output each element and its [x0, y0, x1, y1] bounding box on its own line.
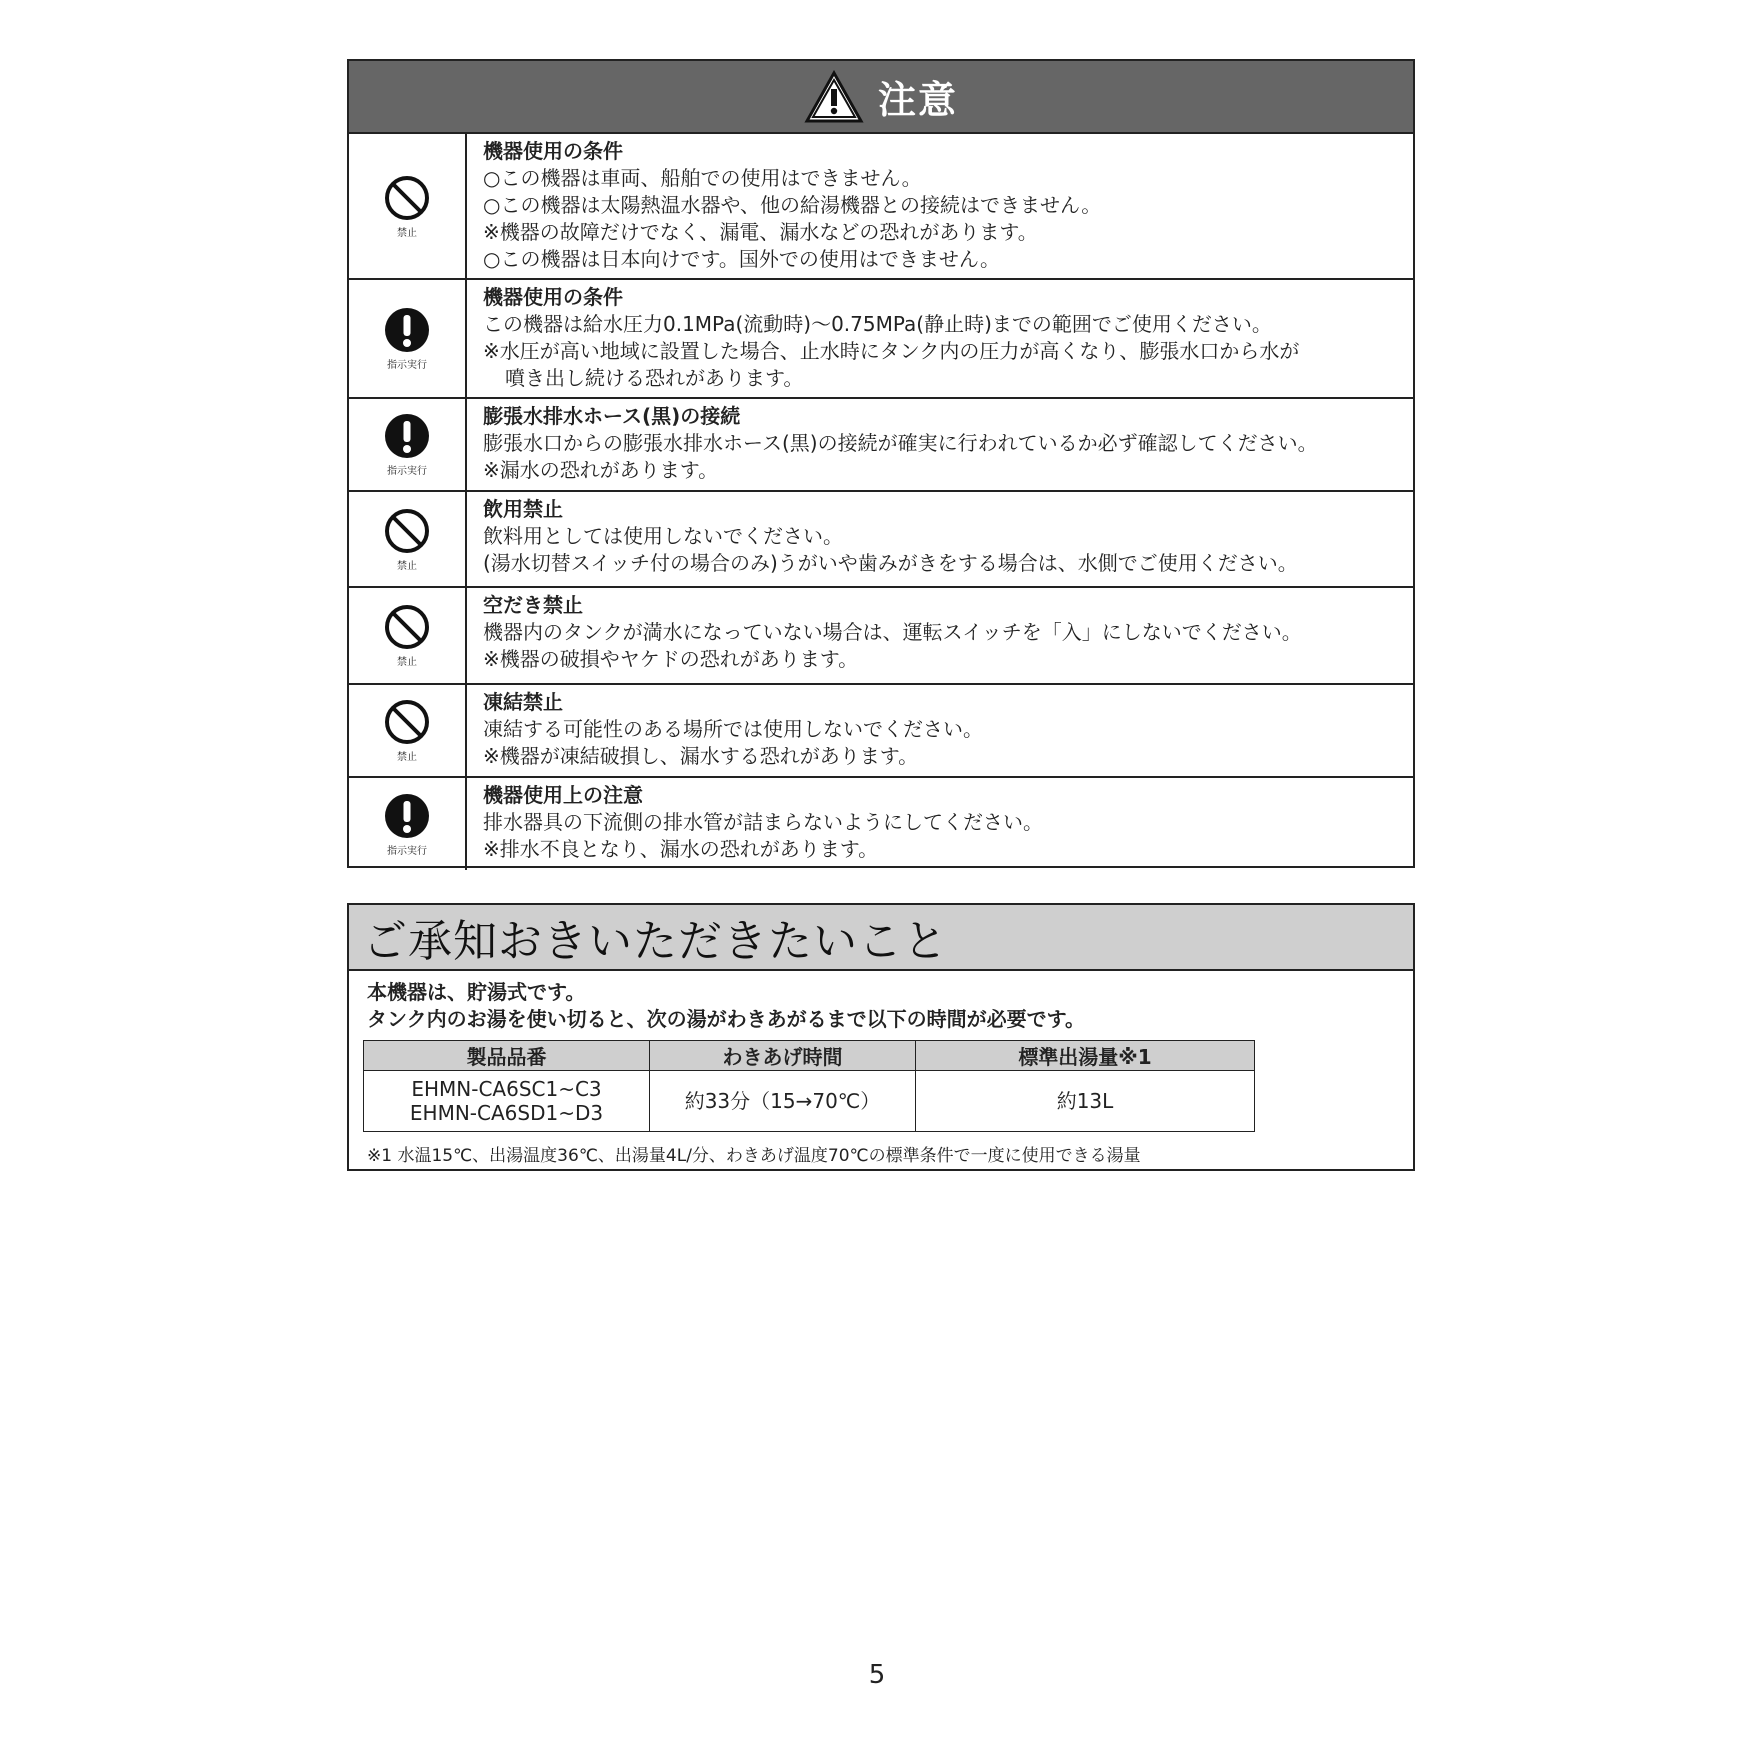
notice-box [347, 903, 1415, 1171]
notice-header [349, 905, 1413, 971]
row-text: ○この機器は日本向けです。国外での使用はできません。 [483, 247, 1001, 271]
model-cell [364, 1071, 650, 1132]
caution-row [349, 685, 1413, 778]
row-text: 排水器具の下流側の排水管が詰まらないようにしてください。 [483, 810, 1043, 834]
caution-row [349, 588, 1413, 685]
row-heading: 膨張水排水ホース(黒)の接続 [483, 404, 741, 428]
row-text: 膨張水口からの膨張水排水ホース(黒)の接続が確実に行われているか必ず確認してください。 [483, 431, 1318, 455]
warning-triangle-icon [804, 70, 864, 124]
prohibition-icon [383, 507, 431, 555]
symbol-label: 指示実行 [387, 466, 427, 477]
model-number: EHMN-CA6SD1~D3 [409, 1101, 604, 1125]
table-row [364, 1071, 1255, 1132]
caution-header [349, 61, 1413, 134]
row-text: ※機器の故障だけでなく、漏電、漏水などの恐れがあります。 [483, 220, 1038, 244]
row-text: ※機器が凍結破損し、漏水する恐れがあります。 [483, 744, 919, 768]
row-text: 凍結する可能性のある場所では使用しないでください。 [483, 717, 983, 741]
notice-intro: タンク内のお湯を使い切ると、次の湯がわきあがるまで以下の時間が必要です。 [367, 1007, 1085, 1031]
row-heading: 凍結禁止 [483, 690, 563, 714]
row-heading: 機器使用の条件 [483, 285, 623, 309]
row-text: ※漏水の恐れがあります。 [483, 458, 719, 482]
prohibition-icon [383, 698, 431, 746]
caution-row [349, 134, 1413, 280]
symbol-label: 禁止 [397, 752, 417, 763]
page-number: 5 [868, 1660, 886, 1690]
caution-row [349, 778, 1413, 870]
row-heading: 空だき禁止 [483, 593, 583, 617]
prohibition-icon [383, 603, 431, 651]
row-text: ※排水不良となり、漏水の恐れがあります。 [483, 837, 879, 861]
symbol-label: 禁止 [397, 560, 417, 572]
row-text: 機器内のタンクが満水になっていない場合は、運転スイッチを「入」にしないでください。 [483, 620, 1302, 644]
exclamation-icon [383, 792, 431, 840]
caution-row [349, 492, 1413, 588]
exclamation-icon [383, 412, 431, 460]
row-text: この機器は給水圧力0.1MPa(流動時)～0.75MPa(静止時)までの範囲でご使用ください。 [483, 312, 1272, 336]
symbol-label: 禁止 [397, 657, 417, 668]
notice-title: ご承知おきいただきたいこと [363, 916, 948, 967]
exclamation-icon [383, 306, 431, 354]
row-text: 噴き出し続ける恐れがあります。 [505, 366, 804, 390]
caution-box [347, 59, 1415, 868]
spec-table [363, 1040, 1255, 1132]
row-text: ※水圧が高い地域に設置した場合、止水時にタンク内の圧力が高くなり、膨張水口から水が [483, 339, 1300, 363]
caution-row [349, 280, 1413, 399]
footnote: ※1 水温15℃、出湯温度36℃、出湯量4L/分、わきあげ温度70℃の標準条件で一度に使用できる湯量 [367, 1146, 1141, 1166]
output-cell: 約13L [916, 1071, 1255, 1132]
row-heading: 機器使用の条件 [483, 139, 623, 163]
row-text: ※機器の破損やヤケドの恐れがあります。 [483, 647, 859, 671]
row-text: ○この機器は車両、船舶での使用はできません。 [483, 166, 922, 190]
row-heading: 飲用禁止 [483, 497, 563, 521]
caution-row [349, 399, 1413, 492]
row-text: 飲料用としては使用しないでください。 [483, 524, 843, 548]
symbol-label: 指示実行 [387, 845, 427, 857]
heat-time-cell: 約33分（15→70℃） [650, 1071, 916, 1132]
caution-title: 注意 [877, 78, 958, 122]
table-header: 標準出湯量※1 [916, 1041, 1255, 1071]
row-heading: 機器使用上の注意 [483, 783, 643, 807]
table-header: わきあげ時間 [650, 1041, 916, 1071]
symbol-label: 禁止 [397, 227, 417, 239]
notice-intro: 本機器は、貯湯式です。 [367, 980, 586, 1004]
model-number: EHMN-CA6SC1~C3 [411, 1077, 602, 1101]
row-text: (湯水切替スイッチ付の場合のみ)うがいや歯みがきをする場合は、水側でご使用ください。 [483, 551, 1298, 575]
row-text: ○この機器は太陽熱温水器や、他の給湯機器との接続はできません。 [483, 193, 1102, 217]
prohibition-icon [383, 174, 431, 222]
table-header: 製品品番 [364, 1041, 650, 1071]
symbol-label: 指示実行 [387, 360, 427, 371]
